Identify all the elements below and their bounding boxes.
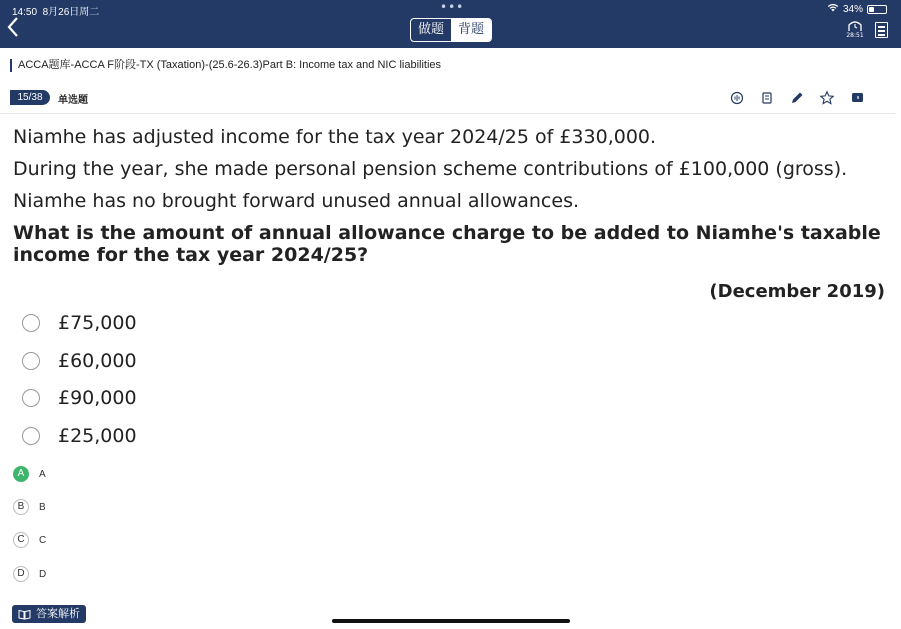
option-d[interactable] [22, 424, 137, 448]
option-c[interactable] [22, 386, 137, 410]
answer-label: B [39, 501, 46, 513]
answer-label: C [39, 534, 47, 546]
clock-icon [847, 20, 863, 32]
answer-analysis-label: 答案解析 [36, 607, 80, 620]
radio-button[interactable] [22, 389, 40, 407]
audio-icon[interactable] [729, 90, 745, 106]
answer-letter: C [13, 532, 29, 548]
status-time: 14:50 8月26日周二 [12, 7, 100, 18]
question-bar [0, 84, 895, 114]
question-type: 单选题 [58, 95, 88, 106]
option-b[interactable] [22, 349, 137, 373]
question-number: 15/38 [10, 90, 50, 105]
feedback-icon[interactable] [849, 90, 865, 106]
star-icon[interactable] [819, 90, 835, 106]
timer[interactable] [845, 20, 865, 39]
question-source: (December 2019) [709, 281, 885, 302]
answer-letter: A [13, 466, 29, 482]
option-text: £90,000 [58, 387, 137, 409]
radio-button[interactable] [22, 314, 40, 332]
answer-analysis-button[interactable] [12, 605, 86, 623]
more-dots-icon[interactable]: ••• [440, 0, 465, 14]
copy-icon[interactable] [759, 90, 775, 106]
answer-sheet-icon[interactable] [875, 22, 888, 38]
answer-choice-a[interactable] [13, 465, 46, 483]
breadcrumb: ACCA题库-ACCA F阶段-TX (Taxation)-(25.6-26.3)Part B: Income tax and NIC liabilities [10, 59, 441, 72]
question-line: Niamhe has adjusted income for the tax year 2024/25 of £330,000. [13, 126, 657, 148]
radio-button[interactable] [22, 352, 40, 370]
battery-percent: 34% [842, 3, 863, 15]
mode-toggle [410, 18, 492, 42]
answer-letter: D [13, 566, 29, 582]
answer-letter: B [13, 499, 29, 515]
answer-choice-c[interactable] [13, 531, 46, 549]
status-right [827, 3, 887, 15]
wifi-icon [827, 3, 839, 15]
question-prompt: What is the amount of annual allowance charge to be added to Niamhe's taxable income for the tax year 2024/25? [13, 222, 881, 266]
answer-choice-b[interactable] [13, 498, 46, 516]
question-line: During the year, she made personal pension scheme contributions of £100,000 (gross). [13, 158, 848, 180]
chevron-left-icon [6, 16, 20, 38]
tab-review[interactable]: 背题 [451, 19, 491, 41]
top-bar [0, 0, 901, 48]
pencil-icon[interactable] [789, 90, 805, 106]
answer-label: A [39, 468, 46, 480]
back-button[interactable] [6, 16, 26, 42]
option-text: £25,000 [58, 425, 137, 447]
answer-label: D [39, 568, 47, 580]
question-stem [13, 126, 889, 274]
question-line: Niamhe has no brought forward unused annual allowances. [13, 190, 580, 212]
book-icon [18, 609, 31, 620]
timer-text: 28:51 [846, 32, 864, 39]
home-indicator [332, 619, 570, 623]
battery-icon [867, 5, 887, 14]
option-a[interactable] [22, 311, 137, 335]
radio-button[interactable] [22, 427, 40, 445]
answer-choice-d[interactable] [13, 565, 46, 583]
option-text: £75,000 [58, 312, 137, 334]
option-text: £60,000 [58, 350, 137, 372]
tab-practice[interactable]: 做题 [417, 22, 444, 37]
